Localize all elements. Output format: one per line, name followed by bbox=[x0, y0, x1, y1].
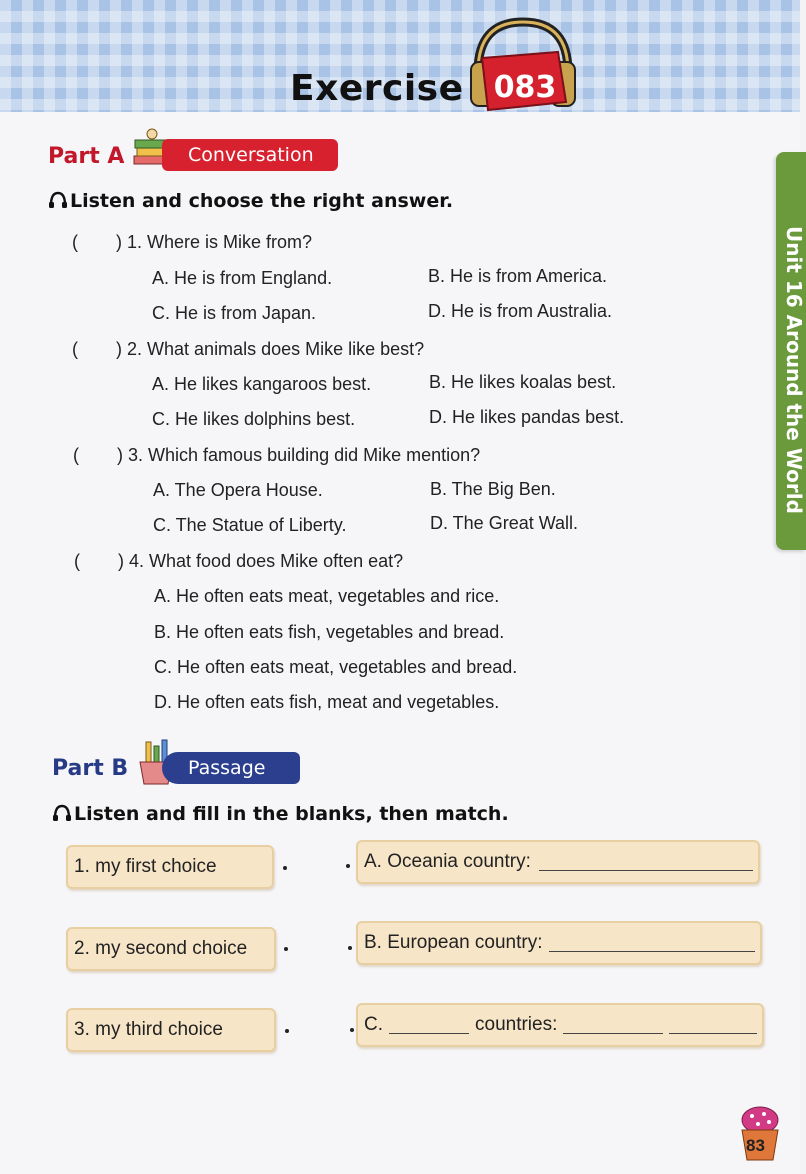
match-left-1 bbox=[66, 845, 274, 889]
headphones-icon bbox=[468, 12, 578, 122]
headphones-badge bbox=[468, 12, 578, 122]
match-dot-left[interactable] bbox=[284, 947, 288, 951]
headphones-icon bbox=[52, 804, 72, 822]
option: B. He often eats fish, vegetables and bread. bbox=[154, 622, 505, 642]
match-right-text: C. bbox=[364, 1014, 383, 1035]
option: B. He likes koalas best. bbox=[429, 372, 617, 392]
match-dot-left[interactable] bbox=[283, 866, 287, 870]
option: D. He often eats fish, meat and vegetables. bbox=[154, 692, 500, 712]
part-a-instruction: Listen and choose the right answer. bbox=[70, 190, 454, 212]
fill-blank[interactable] bbox=[549, 934, 755, 952]
option: D. The Great Wall. bbox=[430, 513, 579, 533]
option: B. He is from America. bbox=[428, 266, 608, 286]
option: C. He likes dolphins best. bbox=[152, 409, 356, 429]
match-right-c bbox=[356, 1003, 764, 1047]
option: A. He often eats meat, vegetables and rice. bbox=[154, 586, 500, 606]
option: C. The Statue of Liberty. bbox=[153, 515, 347, 535]
answer-paren-open[interactable]: ( bbox=[73, 445, 79, 465]
unit-side-tab[interactable] bbox=[776, 152, 806, 550]
fill-blank[interactable] bbox=[389, 1016, 469, 1034]
option: C. He often eats meat, vegetables and bread. bbox=[154, 657, 518, 677]
match-dot-right[interactable] bbox=[348, 946, 352, 950]
question-text: 2. What animals does Mike like best? bbox=[127, 339, 425, 359]
match-dot-left[interactable] bbox=[285, 1029, 289, 1033]
option: A. He is from England. bbox=[152, 268, 333, 288]
option: A. He likes kangaroos best. bbox=[152, 374, 372, 394]
question-3 bbox=[73, 445, 480, 466]
conversation-pill: Conversation bbox=[162, 139, 338, 171]
page-number: 83 bbox=[746, 1136, 765, 1155]
passage-pill: Passage bbox=[162, 752, 300, 784]
option: D. He is from Australia. bbox=[428, 301, 613, 321]
unit-side-tab-label: Unit 16 Around the World bbox=[782, 226, 806, 514]
option: D. He likes pandas best. bbox=[429, 407, 625, 427]
fill-blank[interactable] bbox=[669, 1016, 757, 1034]
match-right-text: countries: bbox=[475, 1014, 558, 1035]
part-b-instruction-row bbox=[52, 803, 509, 825]
answer-paren-close[interactable]: ) bbox=[117, 445, 123, 465]
question-2 bbox=[72, 339, 424, 360]
answer-paren-open[interactable]: ( bbox=[74, 551, 80, 571]
match-left-text: 2. my second choice bbox=[74, 938, 248, 959]
answer-paren-close[interactable]: ) bbox=[116, 339, 122, 359]
fill-blank[interactable] bbox=[563, 1016, 663, 1034]
exercise-number: 083 bbox=[493, 70, 557, 105]
match-right-b bbox=[356, 921, 762, 965]
question-text: 3. Which famous building did Mike mention? bbox=[128, 445, 481, 465]
match-right-text: A. Oceania country: bbox=[364, 851, 531, 872]
match-right-a bbox=[356, 840, 760, 884]
question-text: 4. What food does Mike often eat? bbox=[129, 551, 404, 571]
match-left-3 bbox=[66, 1008, 276, 1052]
part-a-label: Part A bbox=[48, 144, 125, 169]
match-right-text: B. European country: bbox=[364, 932, 543, 953]
headphones-icon bbox=[48, 191, 68, 209]
part-b-instruction: Listen and fill in the blanks, then match. bbox=[74, 803, 509, 825]
question-1 bbox=[72, 232, 312, 253]
match-left-2 bbox=[66, 927, 276, 971]
match-dot-right[interactable] bbox=[346, 864, 350, 868]
match-left-text: 1. my first choice bbox=[74, 856, 217, 877]
match-left-text: 3. my third choice bbox=[74, 1019, 223, 1040]
option: C. He is from Japan. bbox=[152, 303, 317, 323]
answer-paren-open[interactable]: ( bbox=[72, 232, 78, 252]
page-title: Exercise bbox=[290, 68, 464, 109]
option: A. The Opera House. bbox=[153, 480, 323, 500]
answer-paren-close[interactable]: ) bbox=[118, 551, 124, 571]
answer-paren-open[interactable]: ( bbox=[72, 339, 78, 359]
fill-blank[interactable] bbox=[539, 853, 753, 871]
answer-paren-close[interactable]: ) bbox=[116, 232, 122, 252]
option: B. The Big Ben. bbox=[430, 479, 556, 499]
question-4 bbox=[74, 551, 403, 572]
part-b-label: Part B bbox=[52, 756, 129, 781]
part-a-instruction-row bbox=[48, 190, 453, 212]
match-dot-right[interactable] bbox=[350, 1028, 354, 1032]
question-text: 1. Where is Mike from? bbox=[127, 232, 313, 252]
